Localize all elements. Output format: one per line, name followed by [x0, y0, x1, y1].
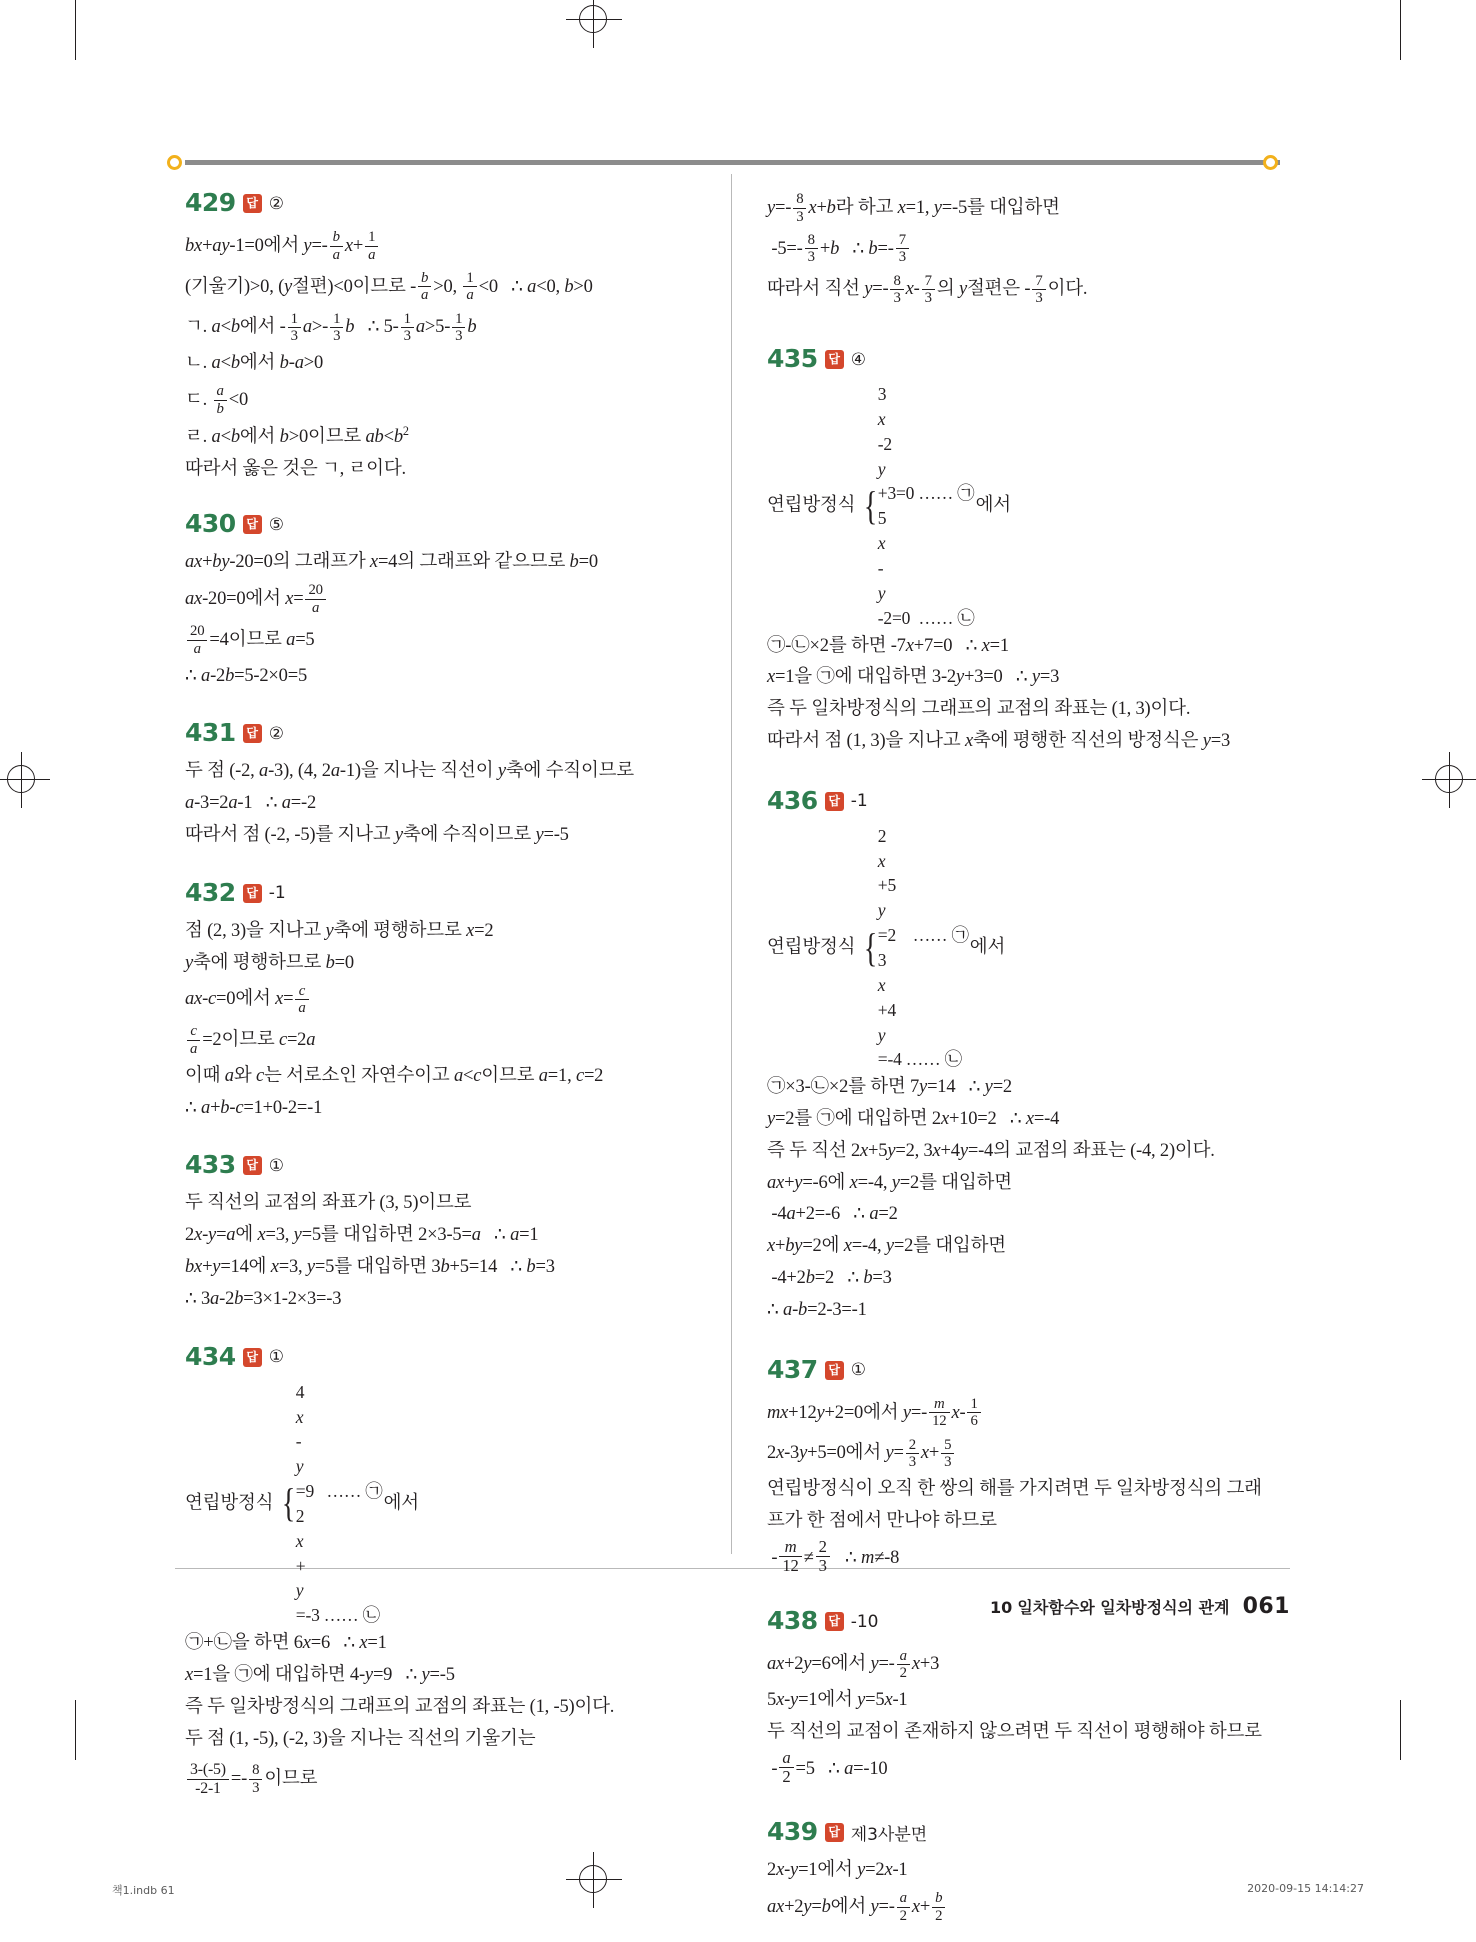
answer-label-icon: 답 — [243, 1156, 262, 1175]
solution-line: ㄱ. a<b에서 - $\frac{1}{3}$ a>- $\frac{1}{3}$ b ∴ 5- $\frac{1}{3}$ a>5- $\frac{1}{3}$ b — [185, 310, 477, 345]
solution-block-436 — [767, 786, 1267, 1327]
solution-line: 점 (2, 3)을 지나고 y축에 평행하므로 x=2 — [185, 920, 494, 941]
solution-line: $\frac{20}{a}$ =4이므로 a=5 — [185, 620, 685, 661]
answer-value: ① — [268, 1347, 284, 1368]
answer-value: -1 — [268, 883, 286, 904]
solution-block-434 — [185, 1342, 685, 1804]
crop-mark-bottom-right — [1400, 1700, 1401, 1760]
solution-line: 따라서 직선 y=- $\frac{8}{3}$ x- $\frac{7}{3}$ 의 y절편은 - $\frac{7}{3}$ 이다. — [767, 272, 1088, 307]
solution-line: ax-20=0에서 x= $\frac{20}{a}$ — [185, 579, 685, 620]
solution-block-431 — [185, 718, 685, 851]
solution-line: bx+y=14에 x=3, y=5를 대입하면 3b+5=14 ∴ b=3 — [185, 1257, 555, 1278]
solution-line: y축에 평행하므로 b=0 — [185, 952, 354, 973]
solution-block-433 — [185, 1150, 685, 1315]
solution-heading — [185, 718, 685, 747]
solution-heading — [185, 1342, 685, 1371]
solution-block-434-continued — [767, 188, 1267, 310]
answer-value: ④ — [850, 349, 866, 370]
header-rule-dot-left — [167, 155, 182, 170]
page-body — [175, 160, 1290, 1924]
registration-mark-top — [566, 0, 622, 48]
solution-line: 5x-y=1에서 y=5x-1 — [767, 1690, 908, 1711]
solution-line: $\frac{c}{a}$ =2이므로 c=2a — [185, 1020, 685, 1061]
solution-line: 연립방정식이 오직 한 쌍의 해를 가지려면 두 일차방정식의 그래프가 한 점에서 만나야 하므로 — [767, 1479, 1262, 1531]
question-number: 434 — [185, 1341, 236, 1371]
answer-label-icon: 답 — [825, 1361, 844, 1380]
solution-line: ax+y=-6에 x=-4, y=2를 대입하면 — [767, 1172, 1012, 1193]
print-slug-left: 책1.indb 61 — [112, 1884, 175, 1897]
solution-heading — [767, 1355, 1267, 1384]
solution-line: ㄷ. $\frac{a}{b}$ <0 — [185, 383, 249, 417]
solution-line: 연립방정식 { 2 x +5 y =2 …… ㉠ 3 x +4 y =-4 …… ㉡ 에서 — [767, 825, 1006, 1070]
solution-line: - $\frac{a}{2}$ =5 ∴ a=-10 — [767, 1747, 888, 1787]
solution-line: ㉠+㉡을 하면 6x=6 ∴ x=1 — [185, 1633, 387, 1654]
question-number: 431 — [185, 718, 236, 748]
answer-value: ① — [268, 1155, 284, 1176]
solution-heading — [767, 786, 1267, 815]
left-column — [185, 188, 685, 1817]
solution-block-437 — [767, 1355, 1267, 1579]
solution-line: - $\frac{m}{12}$ ≠ $\frac{2}{3}$ ∴ m≠-8 — [767, 1536, 900, 1576]
registration-mark-left — [0, 752, 50, 808]
solution-line: 두 직선의 교점의 좌표가 (3, 5)이므로 — [185, 1193, 472, 1214]
question-number: 432 — [185, 877, 236, 907]
solution-line: ax+2y=6에서 y=- $\frac{a}{2}$ x+3 — [767, 1647, 940, 1682]
answer-value: ② — [268, 193, 284, 214]
solution-line: 2x-y=1에서 y=2x-1 — [767, 1860, 908, 1881]
answer-value: -10 — [850, 1611, 879, 1632]
solution-line: ㄹ. a<b에서 b>0이므로 $ab<b^2$ — [185, 423, 409, 447]
solution-line: ∴ 3a-2b=3×1-2×3=-3 — [185, 1288, 342, 1309]
solution-line: 2x-3y+5=0에서 y= $\frac{2}{3}$ x+ $\frac{5}{3}$ — [767, 1433, 1267, 1474]
right-column — [767, 188, 1267, 1942]
solution-line: y=- $\frac{8}{3}$ x+b라 하고 x=1, y=-5를 대입하면 — [767, 191, 1060, 225]
solution-line: 2x-y=a에 x=3, y=5를 대입하면 2×3-5=a ∴ a=1 — [185, 1225, 539, 1246]
solution-heading — [185, 878, 685, 907]
solution-line: ax+2y=b에서 y=- $\frac{a}{2}$ x+ $\frac{b}{2}$ — [767, 1887, 1267, 1928]
solution-line: 따라서 점 (1, 3)을 지나고 x축에 평행한 직선의 방정식은 y=3 — [767, 730, 1231, 751]
solution-line: ax-c=0에서 x= $\frac{c}{a}$ — [185, 979, 685, 1020]
solution-block-430 — [185, 509, 685, 692]
solution-block-439 — [767, 1817, 1267, 1928]
solution-heading — [185, 1150, 685, 1179]
registration-mark-right — [1422, 752, 1476, 808]
header-rule — [185, 160, 1280, 165]
solution-line: mx+12y+2=0에서 y=- $\frac{m}{12}$ x- $\frac{1}{6}$ — [767, 1393, 1267, 1434]
solution-heading — [185, 188, 685, 217]
solution-block-429 — [185, 188, 685, 485]
solution-line: (기울기)>0, (y절편)<0이므로 - $\frac{b}{a}$ >0, $\frac{1}{a}$ <0 ∴ a<0, b>0 — [185, 269, 593, 304]
solution-line: 연립방정식 { 4 x - y =9 …… ㉠ 2 x + y =-3 …… ㉡ 에서 — [185, 1381, 419, 1626]
answer-label-icon: 답 — [825, 1612, 844, 1631]
solution-block-438 — [767, 1606, 1267, 1789]
answer-label-icon: 답 — [243, 1348, 262, 1367]
solution-line: x+by=2에 x=-4, y=2를 대입하면 — [767, 1236, 1006, 1257]
answer-label-icon: 답 — [243, 884, 262, 903]
question-number: 439 — [767, 1817, 818, 1847]
header-rule-dot-right — [1263, 155, 1278, 170]
solution-line: ㉠×3-㉡×2를 하면 7y=14 ∴ y=2 — [767, 1077, 1012, 1098]
solution-line: 따라서 점 (-2, -5)를 지나고 y축에 수직이므로 y=-5 — [185, 824, 569, 845]
solution-line: 두 점 (-2, a-3), (4, 2a-1)을 지나는 직선이 y축에 수직이므로 — [185, 761, 634, 782]
solution-line: x=1을 ㉠에 대입하면 4-y=9 ∴ y=-5 — [185, 1664, 455, 1685]
solution-line: 두 직선의 교점이 존재하지 않으려면 두 직선이 평행해야 하므로 — [767, 1721, 1262, 1742]
answer-value: -1 — [850, 791, 868, 812]
question-number: 429 — [185, 188, 236, 217]
solution-line: ∴ a-b=2-3=-1 — [767, 1299, 867, 1320]
answer-label-icon: 답 — [243, 194, 262, 213]
solution-block-432 — [185, 878, 685, 1125]
question-number: 430 — [185, 509, 236, 539]
column-divider — [731, 174, 732, 1554]
page-footer — [990, 1594, 1290, 1619]
solution-line: 연립방정식 { 3 x -2 y +3=0 …… ㉠ 5 x - y -2=0 …… ㉡ 에서 — [767, 384, 1011, 628]
solution-line: $\frac{3-(-5)}{-2-1}$ =- $\frac{8}{3}$ 이므로 — [185, 1755, 685, 1803]
solution-heading — [185, 509, 685, 538]
answer-value: 제3사분면 — [850, 1825, 928, 1846]
solution-heading — [767, 1817, 1267, 1846]
answer-value: ① — [850, 1360, 866, 1381]
answer-label-icon: 답 — [243, 515, 262, 534]
solution-line: 즉 두 일차방정식의 그래프의 교점의 좌표는 (1, 3)이다. — [767, 699, 1191, 720]
footer-page-number: 061 — [1242, 1594, 1290, 1619]
solution-line: y=2를 ㉠에 대입하면 2x+10=2 ∴ x=-4 — [767, 1109, 1060, 1129]
solution-line: 따라서 옳은 것은 ㄱ, ㄹ이다. — [185, 458, 406, 479]
answer-label-icon: 답 — [825, 1823, 844, 1842]
answer-label-icon: 답 — [825, 792, 844, 811]
solution-line: 이때 a와 c는 서로소인 자연수이고 a<c이므로 a=1, c=2 — [185, 1065, 604, 1086]
question-number: 436 — [767, 785, 818, 815]
solution-line: 두 점 (1, -5), (-2, 3)을 지나는 직선의 기울기는 — [185, 1728, 536, 1749]
solution-block-435 — [767, 344, 1267, 758]
solution-line: a-3=2a-1 ∴ a=-2 — [185, 793, 317, 814]
answer-label-icon: 답 — [825, 350, 844, 369]
registration-mark-bottom — [566, 1852, 622, 1908]
solution-heading — [767, 344, 1267, 373]
question-number: 433 — [185, 1150, 236, 1180]
answer-value: ② — [268, 723, 284, 744]
solution-line: -4a+2=-6 ∴ a=2 — [767, 1204, 898, 1225]
print-slug-right: 2020-09-15 14:14:27 — [1247, 1882, 1364, 1895]
solution-line: ∴ a+b-c=1+0-2=-1 — [185, 1097, 323, 1118]
question-number: 437 — [767, 1354, 818, 1384]
solution-line: 즉 두 직선 2x+5y=2, 3x+4y=-4의 교점의 좌표는 (-4, 2)이다. — [767, 1140, 1215, 1161]
solution-line: ㄴ. a<b에서 b-a>0 — [185, 353, 324, 374]
answer-value: ⑤ — [268, 514, 284, 535]
solution-line: 즉 두 일차방정식의 그래프의 교점의 좌표는 (1, -5)이다. — [185, 1696, 615, 1717]
solution-line: -4+2b=2 ∴ b=3 — [767, 1268, 892, 1289]
solution-line: ∴ a-2b=5-2×0=5 — [185, 665, 308, 686]
crop-mark-top-left — [75, 0, 76, 60]
question-number: 435 — [767, 344, 818, 374]
footer-chapter-title: 일차함수와 일차방정식의 관계 — [1017, 1598, 1230, 1617]
solution-line: ax+by-20=0의 그래프가 x=4의 그래프와 같으므로 b=0 — [185, 552, 598, 573]
footer-chapter-number: 10 — [990, 1598, 1013, 1617]
solution-line: bx+ay-1=0에서 y=- $\frac{b}{a}$ x+ $\frac{1}{a}$ — [185, 226, 685, 267]
crop-mark-top-right — [1400, 0, 1401, 60]
question-number: 438 — [767, 1606, 818, 1636]
answer-label-icon: 답 — [243, 724, 262, 743]
crop-mark-bottom-left — [75, 1700, 76, 1760]
solution-line: ㉠-㉡×2를 하면 -7x+7=0 ∴ x=1 — [767, 635, 1009, 656]
solution-line: -5=- $\frac{8}{3}$ +b ∴ b=- $\frac{7}{3}$ — [767, 229, 1267, 270]
solution-line: x=1을 ㉠에 대입하면 3-2y+3=0 ∴ y=3 — [767, 667, 1060, 688]
